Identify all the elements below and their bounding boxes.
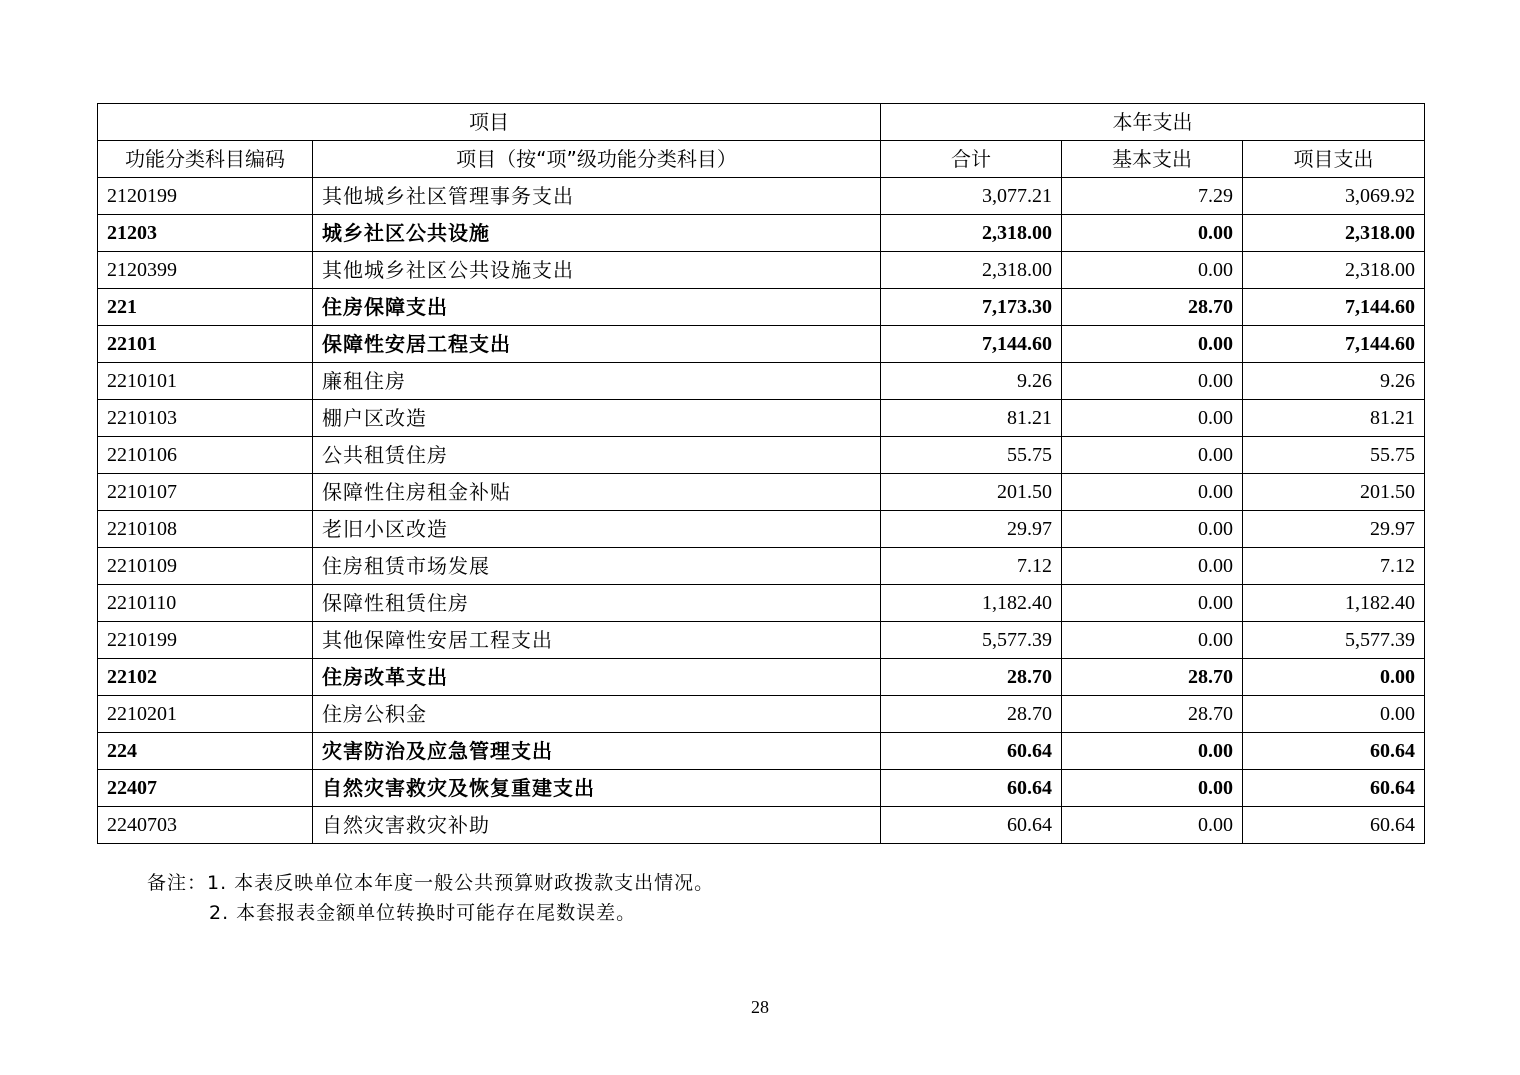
- row-project: 81.21: [1243, 400, 1425, 437]
- row-code: 2210110: [98, 585, 313, 622]
- row-total: 3,077.21: [881, 178, 1062, 215]
- row-name: 城乡社区公共设施: [313, 215, 881, 252]
- row-code: 2210106: [98, 437, 313, 474]
- note-prefix: 备注：: [147, 872, 208, 894]
- row-basic: 7.29: [1062, 178, 1243, 215]
- table-row: [98, 733, 1425, 770]
- note-text-1: 1. 本表反映单位本年度一般公共预算财政拨款支出情况。: [207, 872, 715, 894]
- row-code: 2120199: [98, 178, 313, 215]
- header-total: 合计: [881, 141, 1062, 178]
- row-code: 22101: [98, 326, 313, 363]
- row-project: 60.64: [1243, 733, 1425, 770]
- table-notes: [147, 868, 714, 928]
- row-code: 2240703: [98, 807, 313, 844]
- row-name: 住房公积金: [313, 696, 881, 733]
- row-project: 9.26: [1243, 363, 1425, 400]
- table-row: [98, 511, 1425, 548]
- row-project: 29.97: [1243, 511, 1425, 548]
- table-row: [98, 807, 1425, 844]
- row-code: 2210108: [98, 511, 313, 548]
- row-project: 60.64: [1243, 807, 1425, 844]
- row-total: 201.50: [881, 474, 1062, 511]
- table-row: [98, 585, 1425, 622]
- row-name: 其他城乡社区公共设施支出: [313, 252, 881, 289]
- row-name: 其他保障性安居工程支出: [313, 622, 881, 659]
- row-total: 28.70: [881, 659, 1062, 696]
- row-project: 0.00: [1243, 696, 1425, 733]
- table-row: [98, 696, 1425, 733]
- row-project: 55.75: [1243, 437, 1425, 474]
- row-total: 7,144.60: [881, 326, 1062, 363]
- table-row: [98, 659, 1425, 696]
- table-row: [98, 326, 1425, 363]
- row-name: 其他城乡社区管理事务支出: [313, 178, 881, 215]
- row-code: 22102: [98, 659, 313, 696]
- row-project: 2,318.00: [1243, 215, 1425, 252]
- row-name: 保障性租赁住房: [313, 585, 881, 622]
- row-basic: 0.00: [1062, 437, 1243, 474]
- row-basic: 0.00: [1062, 548, 1243, 585]
- row-code: 2210107: [98, 474, 313, 511]
- row-name: 保障性安居工程支出: [313, 326, 881, 363]
- row-basic: 0.00: [1062, 363, 1243, 400]
- row-project: 1,182.40: [1243, 585, 1425, 622]
- row-project: 0.00: [1243, 659, 1425, 696]
- row-name: 公共租赁住房: [313, 437, 881, 474]
- row-code: 221: [98, 289, 313, 326]
- page-number: 28: [751, 997, 769, 1017]
- row-project: 60.64: [1243, 770, 1425, 807]
- row-basic: 28.70: [1062, 659, 1243, 696]
- row-basic: 28.70: [1062, 289, 1243, 326]
- row-name: 住房租赁市场发展: [313, 548, 881, 585]
- note-line-2: [147, 898, 714, 928]
- table-row: [98, 770, 1425, 807]
- row-name: 保障性住房租金补贴: [313, 474, 881, 511]
- row-project: 7,144.60: [1243, 326, 1425, 363]
- row-name: 自然灾害救灾及恢复重建支出: [313, 770, 881, 807]
- table-row: [98, 178, 1425, 215]
- row-project: 7,144.60: [1243, 289, 1425, 326]
- row-total: 60.64: [881, 807, 1062, 844]
- header-current-year: 本年支出: [881, 104, 1425, 141]
- header-code: 功能分类科目编码: [98, 141, 313, 178]
- row-basic: 0.00: [1062, 585, 1243, 622]
- row-project: 5,577.39: [1243, 622, 1425, 659]
- expenditure-table: [97, 103, 1425, 844]
- row-code: 2120399: [98, 252, 313, 289]
- header-project: 项目: [98, 104, 881, 141]
- row-basic: 0.00: [1062, 733, 1243, 770]
- row-basic: 0.00: [1062, 474, 1243, 511]
- row-total: 7,173.30: [881, 289, 1062, 326]
- table-row: [98, 400, 1425, 437]
- row-name: 灾害防治及应急管理支出: [313, 733, 881, 770]
- row-project: 3,069.92: [1243, 178, 1425, 215]
- row-code: 2210103: [98, 400, 313, 437]
- row-total: 7.12: [881, 548, 1062, 585]
- row-basic: 0.00: [1062, 326, 1243, 363]
- row-code: 2210109: [98, 548, 313, 585]
- row-total: 28.70: [881, 696, 1062, 733]
- row-total: 81.21: [881, 400, 1062, 437]
- row-total: 2,318.00: [881, 252, 1062, 289]
- row-name: 自然灾害救灾补助: [313, 807, 881, 844]
- row-code: 224: [98, 733, 313, 770]
- row-project: 7.12: [1243, 548, 1425, 585]
- table-row: [98, 437, 1425, 474]
- table-row: [98, 252, 1425, 289]
- row-basic: 0.00: [1062, 252, 1243, 289]
- row-basic: 0.00: [1062, 807, 1243, 844]
- header-project-expense: 项目支出: [1243, 141, 1425, 178]
- table-row: [98, 548, 1425, 585]
- header-basic: 基本支出: [1062, 141, 1243, 178]
- row-total: 55.75: [881, 437, 1062, 474]
- row-code: 22407: [98, 770, 313, 807]
- row-basic: 0.00: [1062, 770, 1243, 807]
- row-name: 老旧小区改造: [313, 511, 881, 548]
- table-row: [98, 289, 1425, 326]
- row-code: 2210101: [98, 363, 313, 400]
- row-total: 60.64: [881, 733, 1062, 770]
- row-code: 2210199: [98, 622, 313, 659]
- row-total: 60.64: [881, 770, 1062, 807]
- note-line-1: [147, 868, 714, 898]
- row-basic: 0.00: [1062, 400, 1243, 437]
- table-row: [98, 215, 1425, 252]
- table-header-top: [98, 104, 1425, 141]
- table-header-sub: [98, 141, 1425, 178]
- row-code: 21203: [98, 215, 313, 252]
- row-total: 9.26: [881, 363, 1062, 400]
- table-row: [98, 622, 1425, 659]
- table-row: [98, 474, 1425, 511]
- table-row: [98, 363, 1425, 400]
- note-text-2: 2. 本套报表金额单位转换时可能存在尾数误差。: [209, 902, 637, 924]
- row-code: 2210201: [98, 696, 313, 733]
- row-basic: 0.00: [1062, 511, 1243, 548]
- row-name: 住房保障支出: [313, 289, 881, 326]
- header-name: 项目（按“项”级功能分类科目）: [313, 141, 881, 178]
- row-name: 廉租住房: [313, 363, 881, 400]
- row-basic: 0.00: [1062, 215, 1243, 252]
- row-total: 2,318.00: [881, 215, 1062, 252]
- row-name: 住房改革支出: [313, 659, 881, 696]
- row-basic: 0.00: [1062, 622, 1243, 659]
- row-total: 1,182.40: [881, 585, 1062, 622]
- row-project: 201.50: [1243, 474, 1425, 511]
- row-total: 5,577.39: [881, 622, 1062, 659]
- row-project: 2,318.00: [1243, 252, 1425, 289]
- row-name: 棚户区改造: [313, 400, 881, 437]
- row-basic: 28.70: [1062, 696, 1243, 733]
- row-total: 29.97: [881, 511, 1062, 548]
